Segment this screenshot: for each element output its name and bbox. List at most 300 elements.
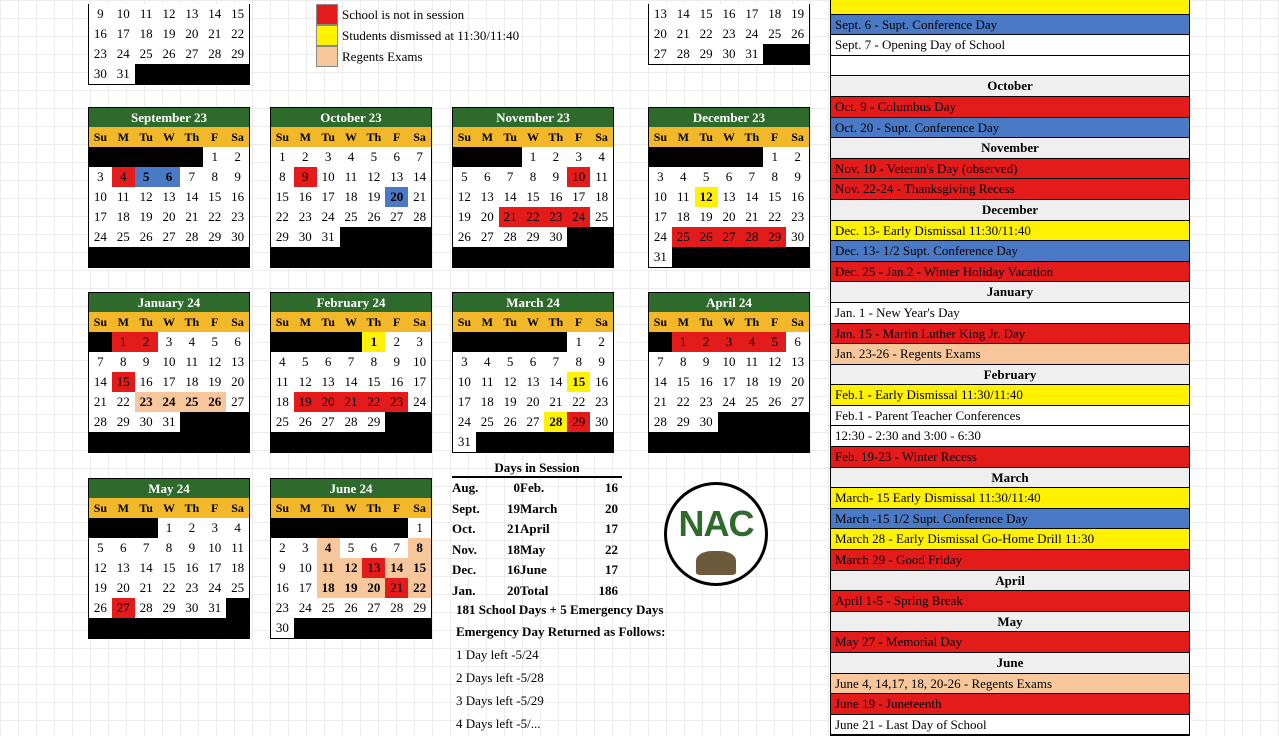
day-cell: 12 [695, 187, 718, 207]
days-cell: 18 [507, 541, 520, 557]
event-item: June 4, 14,17, 18, 20-26 - Regents Exams [831, 674, 1189, 695]
calendar-grid [453, 147, 613, 267]
day-cell [340, 227, 363, 247]
day-cell [453, 147, 476, 167]
day-cell: 11 [590, 167, 613, 187]
day-cell [180, 147, 203, 167]
day-cell: 24 [112, 44, 135, 64]
days-cell: Oct. [452, 521, 476, 536]
weekday-label: M [677, 130, 689, 144]
day-cell [499, 247, 522, 267]
day-cell: 25 [340, 207, 363, 227]
day-cell: 29 [672, 412, 695, 432]
day-cell: 9 [695, 352, 718, 372]
day-cell: 3 [158, 332, 181, 352]
day-cell: 14 [499, 187, 522, 207]
day-cell: 1 [158, 518, 181, 538]
day-cell: 21 [180, 207, 203, 227]
day-cell: 25 [135, 44, 158, 64]
weekday-label: W [526, 315, 539, 329]
day-cell: 5 [203, 332, 226, 352]
day-cell: 30 [786, 227, 809, 247]
day-cell [158, 64, 181, 84]
day-cell: 24 [740, 24, 763, 44]
event-item: Feb.1 - Early Dismissal 11:30/11:40 [831, 385, 1189, 406]
day-cell: 30 [718, 44, 741, 64]
day-cell: 26 [362, 207, 385, 227]
day-cell: 27 [476, 227, 499, 247]
day-cell: 19 [89, 578, 112, 598]
day-cell: 9 [786, 167, 809, 187]
day-cell [385, 227, 408, 247]
days-cell: Feb. [520, 480, 545, 495]
day-cell: 29 [271, 227, 294, 247]
weekday-label: Su [457, 130, 472, 144]
day-cell: 5 [340, 538, 363, 558]
weekday-label: M [481, 130, 493, 144]
day-cell: 27 [226, 392, 249, 412]
day-cell: 1 [112, 332, 135, 352]
day-cell [522, 332, 545, 352]
weekday-label: M [117, 130, 129, 144]
legend [316, 4, 616, 67]
day-cell: 16 [544, 187, 567, 207]
day-cell: 23 [135, 392, 158, 412]
day-cell [718, 412, 741, 432]
day-cell: 6 [786, 332, 809, 352]
weekday-label: Su [275, 130, 290, 144]
day-cell [340, 618, 363, 638]
day-cell: 16 [590, 372, 613, 392]
event-item: March 28 - Early Dismissal Go-Home Drill 11:30 [831, 529, 1189, 550]
day-cell: 21 [385, 578, 408, 598]
event-item: March- 15 Early Dismissal 11:30/11:40 [831, 488, 1189, 509]
day-cell: 12 [158, 4, 181, 24]
day-cell: 22 [158, 578, 181, 598]
weekday-label: Sa [231, 130, 244, 144]
day-cell: 28 [385, 598, 408, 618]
day-cell [294, 332, 317, 352]
day-cell: 17 [408, 372, 431, 392]
weekday-label: Th [184, 130, 200, 144]
event-item: March 29 - Good Friday [831, 550, 1189, 571]
day-cell: 17 [294, 578, 317, 598]
day-cell: 13 [476, 187, 499, 207]
day-cell: 19 [763, 372, 786, 392]
day-cell: 23 [544, 207, 567, 227]
days-cell: Aug. [452, 480, 479, 495]
day-cell: 24 [649, 227, 672, 247]
day-cell: 4 [271, 352, 294, 372]
weekday-label: Th [366, 501, 382, 515]
day-cell [476, 147, 499, 167]
day-cell: 23 [786, 207, 809, 227]
day-cell: 29 [408, 598, 431, 618]
day-cell: 12 [89, 558, 112, 578]
day-cell: 22 [226, 24, 249, 44]
month-calendar [648, 292, 810, 453]
day-cell: 3 [408, 332, 431, 352]
day-cell: 31 [158, 412, 181, 432]
day-cell: 28 [672, 44, 695, 64]
days-cell: 17 [605, 562, 618, 577]
day-cell: 28 [649, 412, 672, 432]
event-item: Feb. 19-23 - Winter Recess [831, 447, 1189, 468]
day-cell: 4 [112, 167, 135, 187]
weekday-label: F [575, 130, 583, 144]
day-cell: 19 [158, 24, 181, 44]
day-cell: 9 [294, 167, 317, 187]
calendar-grid [649, 147, 809, 267]
day-cell: 5 [695, 167, 718, 187]
month-title: April 24 [649, 293, 809, 312]
day-cell: 14 [740, 187, 763, 207]
day-cell: 28 [544, 412, 567, 432]
day-cell [89, 618, 112, 638]
day-cell: 7 [180, 167, 203, 187]
day-cell: 15 [203, 187, 226, 207]
day-cell: 10 [649, 187, 672, 207]
day-cell: 6 [226, 332, 249, 352]
event-month-header: November [831, 138, 1189, 159]
day-cell: 13 [112, 558, 135, 578]
day-cell: 9 [135, 352, 158, 372]
day-cell [89, 432, 112, 452]
day-cell [499, 147, 522, 167]
legend-label: Students dismissed at 11:30/11:40 [342, 27, 520, 43]
event-item: Sept. 7 - Opening Day of School [831, 35, 1189, 56]
day-cell: 2 [590, 332, 613, 352]
day-cell: 21 [203, 24, 226, 44]
day-cell: 10 [158, 352, 181, 372]
day-cell: 11 [476, 372, 499, 392]
day-cell: 4 [180, 332, 203, 352]
day-cell: 29 [203, 227, 226, 247]
weekday-label: M [117, 315, 129, 329]
day-cell [135, 432, 158, 452]
day-cell [226, 64, 249, 84]
day-cell: 25 [476, 412, 499, 432]
day-cell [740, 412, 763, 432]
day-cell: 13 [317, 372, 340, 392]
day-cell: 29 [362, 412, 385, 432]
day-cell: 25 [180, 392, 203, 412]
day-cell [567, 432, 590, 452]
day-cell: 15 [695, 4, 718, 24]
day-cell: 28 [180, 227, 203, 247]
day-cell [763, 432, 786, 452]
day-cell [385, 412, 408, 432]
days-row [452, 519, 622, 540]
day-cell: 24 [567, 207, 590, 227]
weekday-label: F [771, 315, 779, 329]
day-cell [649, 332, 672, 352]
day-cell: 21 [544, 392, 567, 412]
weekday-label: M [117, 501, 129, 515]
day-cell [112, 147, 135, 167]
day-cell [362, 432, 385, 452]
day-cell: 3 [718, 332, 741, 352]
weekday-header [89, 127, 249, 147]
calendar-grid [271, 518, 431, 638]
calendar-grid [271, 147, 431, 267]
weekday-header [271, 312, 431, 332]
legend-label: School is not in session [342, 6, 465, 22]
day-cell: 27 [385, 207, 408, 227]
day-cell: 11 [180, 352, 203, 372]
day-cell: 28 [408, 207, 431, 227]
calendar-grid [89, 4, 249, 84]
day-cell [203, 247, 226, 267]
weekday-label: Sa [231, 315, 244, 329]
day-cell: 28 [89, 412, 112, 432]
day-cell: 7 [544, 352, 567, 372]
weekday-label: Tu [321, 501, 335, 515]
day-cell: 26 [89, 598, 112, 618]
day-cell: 16 [271, 578, 294, 598]
day-cell: 11 [317, 558, 340, 578]
weekday-header [453, 312, 613, 332]
days-in-session-table [452, 458, 622, 601]
day-cell [158, 147, 181, 167]
day-cell [408, 618, 431, 638]
day-cell: 15 [567, 372, 590, 392]
day-cell [317, 432, 340, 452]
day-cell [786, 247, 809, 267]
day-cell: 18 [763, 4, 786, 24]
day-cell: 22 [522, 207, 545, 227]
day-cell: 19 [786, 4, 809, 24]
day-cell: 2 [294, 147, 317, 167]
day-cell: 28 [340, 412, 363, 432]
weekday-label: Th [548, 315, 564, 329]
weekday-label: Tu [503, 315, 517, 329]
day-cell [158, 432, 181, 452]
day-cell: 17 [718, 372, 741, 392]
day-cell: 26 [203, 392, 226, 412]
day-cell: 2 [544, 147, 567, 167]
day-cell [226, 247, 249, 267]
day-cell: 6 [476, 167, 499, 187]
day-cell: 6 [522, 352, 545, 372]
weekday-header [89, 498, 249, 518]
day-cell [89, 147, 112, 167]
day-cell [695, 432, 718, 452]
day-cell: 31 [317, 227, 340, 247]
day-cell: 3 [317, 147, 340, 167]
day-cell [385, 518, 408, 538]
day-cell: 24 [408, 392, 431, 412]
day-cell: 23 [226, 207, 249, 227]
day-cell [649, 147, 672, 167]
day-cell: 13 [385, 167, 408, 187]
day-cell [135, 247, 158, 267]
day-cell: 18 [740, 372, 763, 392]
day-cell: 10 [294, 558, 317, 578]
day-cell: 14 [135, 558, 158, 578]
day-cell: 23 [180, 578, 203, 598]
day-cell: 7 [385, 538, 408, 558]
event-item: Dec. 25 - Jan.2 - Winter Holiday Vacation [831, 262, 1189, 283]
weekday-label: Sa [413, 315, 426, 329]
day-cell [786, 44, 809, 64]
day-cell: 26 [786, 24, 809, 44]
day-cell [271, 332, 294, 352]
day-cell: 24 [89, 227, 112, 247]
days-cell: Sept. [452, 500, 480, 516]
day-cell: 20 [112, 578, 135, 598]
day-cell: 27 [718, 227, 741, 247]
weekday-label: Sa [413, 130, 426, 144]
month-title: October 23 [271, 108, 431, 127]
calendar-grid [89, 147, 249, 267]
days-cell: 16 [605, 480, 618, 495]
day-cell: 31 [740, 44, 763, 64]
day-cell [385, 432, 408, 452]
event-item: Dec. 13- Early Dismissal 11:30/11:40 [831, 221, 1189, 242]
day-cell: 30 [89, 64, 112, 84]
day-cell: 12 [294, 372, 317, 392]
days-cell: 20 [507, 582, 520, 598]
day-cell: 1 [203, 147, 226, 167]
day-cell: 1 [522, 147, 545, 167]
day-cell: 26 [158, 44, 181, 64]
day-cell: 3 [567, 147, 590, 167]
weekday-label: Sa [595, 315, 608, 329]
day-cell [180, 432, 203, 452]
day-cell: 17 [203, 558, 226, 578]
weekday-label: W [344, 501, 357, 515]
day-cell: 15 [362, 372, 385, 392]
day-cell: 8 [522, 167, 545, 187]
weekday-header [89, 312, 249, 332]
legend-swatch [316, 4, 338, 25]
day-cell [203, 618, 226, 638]
day-cell: 9 [590, 352, 613, 372]
day-cell: 20 [718, 207, 741, 227]
day-cell: 24 [203, 578, 226, 598]
days-row [452, 581, 622, 602]
day-cell: 19 [294, 392, 317, 412]
day-cell: 20 [180, 24, 203, 44]
day-cell: 10 [112, 4, 135, 24]
day-cell: 31 [453, 432, 476, 452]
weekday-label: Th [744, 315, 760, 329]
weekday-label: F [211, 501, 219, 515]
day-cell: 31 [112, 64, 135, 84]
day-cell [271, 432, 294, 452]
weekday-label: F [211, 130, 219, 144]
weekday-label: F [575, 315, 583, 329]
day-cell: 7 [89, 352, 112, 372]
weekday-label: F [393, 315, 401, 329]
event-item: Jan. 23-26 - Regents Exams [831, 344, 1189, 365]
weekday-label: F [393, 130, 401, 144]
day-cell [112, 247, 135, 267]
day-cell: 31 [203, 598, 226, 618]
day-cell: 16 [226, 187, 249, 207]
day-cell: 10 [203, 538, 226, 558]
day-cell [112, 618, 135, 638]
weekday-header [453, 127, 613, 147]
day-cell: 9 [226, 167, 249, 187]
day-cell: 17 [740, 4, 763, 24]
event-item: June 19 - Juneteenth [831, 694, 1189, 715]
month-calendar [648, 107, 810, 268]
day-cell: 20 [476, 207, 499, 227]
event-item: March -15 1/2 Supt. Conference Day [831, 509, 1189, 530]
day-cell: 11 [672, 187, 695, 207]
weekday-label: F [211, 315, 219, 329]
weekday-label: Sa [595, 130, 608, 144]
day-cell: 14 [180, 187, 203, 207]
legend-swatch [316, 25, 338, 46]
day-cell [385, 618, 408, 638]
day-cell: 15 [763, 187, 786, 207]
month-calendar [270, 107, 432, 268]
day-cell: 14 [649, 372, 672, 392]
month-title: September 23 [89, 108, 249, 127]
day-cell: 18 [476, 392, 499, 412]
day-cell: 3 [203, 518, 226, 538]
emergency-item: 3 Days left -5/29 [456, 693, 544, 708]
day-cell [340, 518, 363, 538]
weekday-label: M [677, 315, 689, 329]
day-cell: 8 [763, 167, 786, 187]
weekday-label: Su [653, 130, 668, 144]
day-cell: 31 [649, 247, 672, 267]
day-cell: 12 [340, 558, 363, 578]
weekday-label: W [162, 315, 175, 329]
day-cell: 8 [271, 167, 294, 187]
day-cell: 2 [180, 518, 203, 538]
day-cell: 3 [649, 167, 672, 187]
weekday-label: Su [275, 501, 290, 515]
day-cell: 28 [203, 44, 226, 64]
day-cell: 22 [763, 207, 786, 227]
event-item: Sept. 6 - Supt. Conference Day [831, 15, 1189, 36]
day-cell: 20 [522, 392, 545, 412]
day-cell: 13 [522, 372, 545, 392]
calendar-grid [271, 332, 431, 452]
day-cell [590, 247, 613, 267]
day-cell [317, 247, 340, 267]
day-cell: 24 [453, 412, 476, 432]
day-cell: 12 [203, 352, 226, 372]
day-cell [718, 147, 741, 167]
day-cell: 2 [271, 538, 294, 558]
day-cell [544, 247, 567, 267]
weekday-label: W [162, 501, 175, 515]
day-cell [453, 247, 476, 267]
day-cell: 27 [649, 44, 672, 64]
day-cell: 20 [649, 24, 672, 44]
day-cell: 26 [499, 412, 522, 432]
day-cell [695, 247, 718, 267]
day-cell: 14 [89, 372, 112, 392]
event-item: Nov. 10 - Veteran's Day (observed) [831, 159, 1189, 180]
day-cell: 26 [135, 227, 158, 247]
day-cell: 5 [453, 167, 476, 187]
day-cell: 20 [317, 392, 340, 412]
day-cell: 24 [317, 207, 340, 227]
event-item: May 27 - Memorial Day [831, 632, 1189, 653]
day-cell: 2 [385, 332, 408, 352]
day-cell: 9 [544, 167, 567, 187]
day-cell: 10 [567, 167, 590, 187]
event-item: Oct. 9 - Columbus Day [831, 97, 1189, 118]
day-cell: 27 [158, 227, 181, 247]
